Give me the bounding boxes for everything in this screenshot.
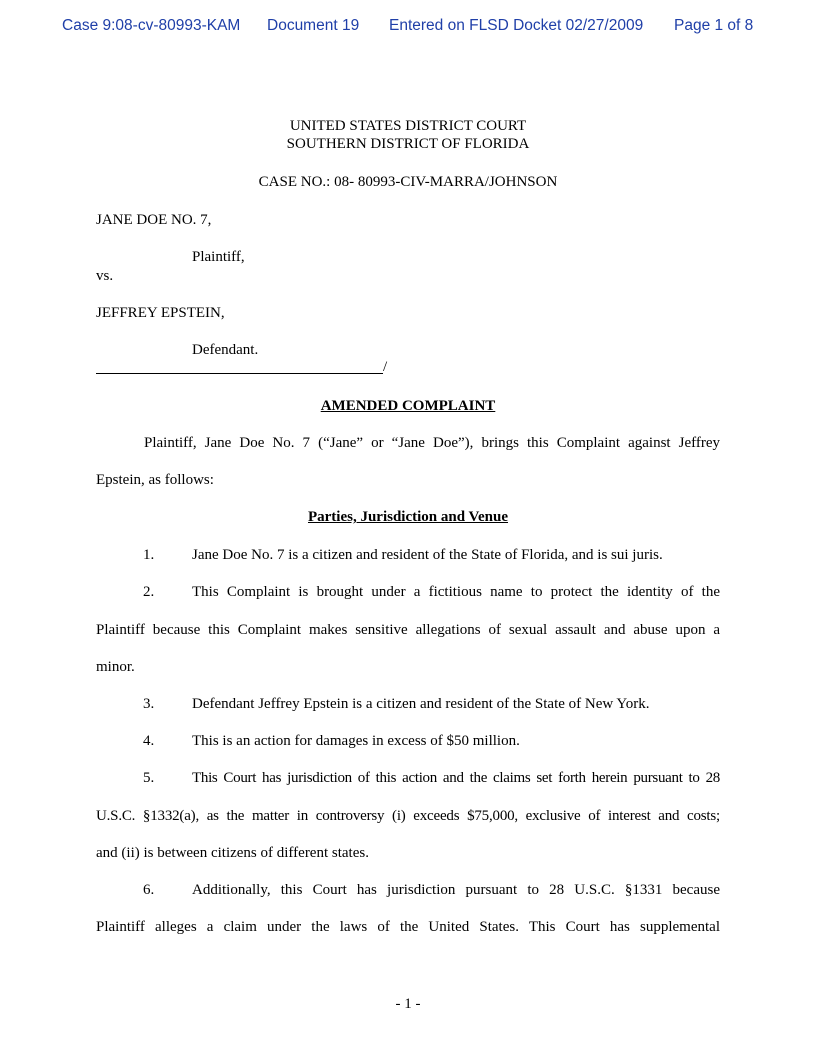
paragraph-number: 3. bbox=[143, 696, 155, 712]
intro-line-1: Plaintiff, Jane Doe No. 7 (“Jane” or “Jane Doe”), brings this Complaint against Jeffrey bbox=[144, 435, 720, 451]
caption-slash: / bbox=[383, 359, 388, 375]
paragraph-2-line-2: Plaintiff because this Complaint makes sensitive allegations of sexual assault and abuse upon a bbox=[96, 622, 720, 638]
paragraph-3-line-1: Defendant Jeffrey Epstein is a citizen and resident of the State of New York. bbox=[192, 696, 650, 712]
paragraph-number: 2. bbox=[143, 584, 155, 600]
paragraph-4-line-1: This is an action for damages in excess of $50 million. bbox=[192, 733, 520, 749]
defendant-role: Defendant. bbox=[192, 342, 259, 358]
header-document-number: Document 19 bbox=[267, 17, 360, 34]
paragraph-1-line-1: Jane Doe No. 7 is a citizen and resident of the State of Florida, and is sui juris. bbox=[192, 547, 663, 563]
plaintiff-name: JANE DOE NO. 7, bbox=[96, 212, 212, 228]
paragraph-2-line-1: This Complaint is brought under a fictitious name to protect the identity of the bbox=[192, 584, 720, 600]
paragraph-number: 1. bbox=[143, 547, 155, 563]
plaintiff-role: Plaintiff, bbox=[192, 249, 245, 265]
docket-header bbox=[62, 17, 756, 39]
intro-line-2: Epstein, as follows: bbox=[96, 472, 214, 488]
defendant-name: JEFFREY EPSTEIN, bbox=[96, 305, 225, 321]
page-number: - 1 - bbox=[395, 996, 421, 1012]
court-name: UNITED STATES DISTRICT COURT bbox=[289, 118, 527, 134]
paragraph-5-line-3: and (ii) is between citizens of different states. bbox=[96, 845, 369, 861]
paragraph-number: 5. bbox=[143, 770, 155, 786]
document-title: AMENDED COMPLAINT bbox=[320, 398, 496, 414]
paragraph-5-line-1: This Court has jurisdiction of this action and the claims set forth herein pursuant to 28 bbox=[192, 770, 720, 786]
paragraph-number: 4. bbox=[143, 733, 155, 749]
section-heading: Parties, Jurisdiction and Venue bbox=[307, 509, 509, 525]
header-page-count: Page 1 of 8 bbox=[674, 17, 754, 34]
caption-rule bbox=[96, 373, 383, 374]
case-number: CASE NO.: 08- 80993-CIV-MARRA/JOHNSON bbox=[258, 174, 558, 190]
paragraph-2-line-3: minor. bbox=[96, 659, 135, 675]
header-entered-date: Entered on FLSD Docket 02/27/2009 bbox=[389, 17, 644, 34]
paragraph-6-line-2: Plaintiff alleges a claim under the laws of the United States. This Court has supplemental bbox=[96, 919, 720, 935]
header-case-number: Case 9:08-cv-80993-KAM bbox=[62, 17, 241, 34]
versus: vs. bbox=[96, 268, 114, 284]
court-district: SOUTHERN DISTRICT OF FLORIDA bbox=[286, 136, 530, 152]
paragraph-number: 6. bbox=[143, 882, 155, 898]
paragraph-5-line-2: U.S.C. §1332(a), as the matter in controversy (i) exceeds $75,000, exclusive of interest and costs; bbox=[96, 808, 720, 824]
paragraph-6-line-1: Additionally, this Court has jurisdiction pursuant to 28 U.S.C. §1331 because bbox=[192, 882, 720, 898]
